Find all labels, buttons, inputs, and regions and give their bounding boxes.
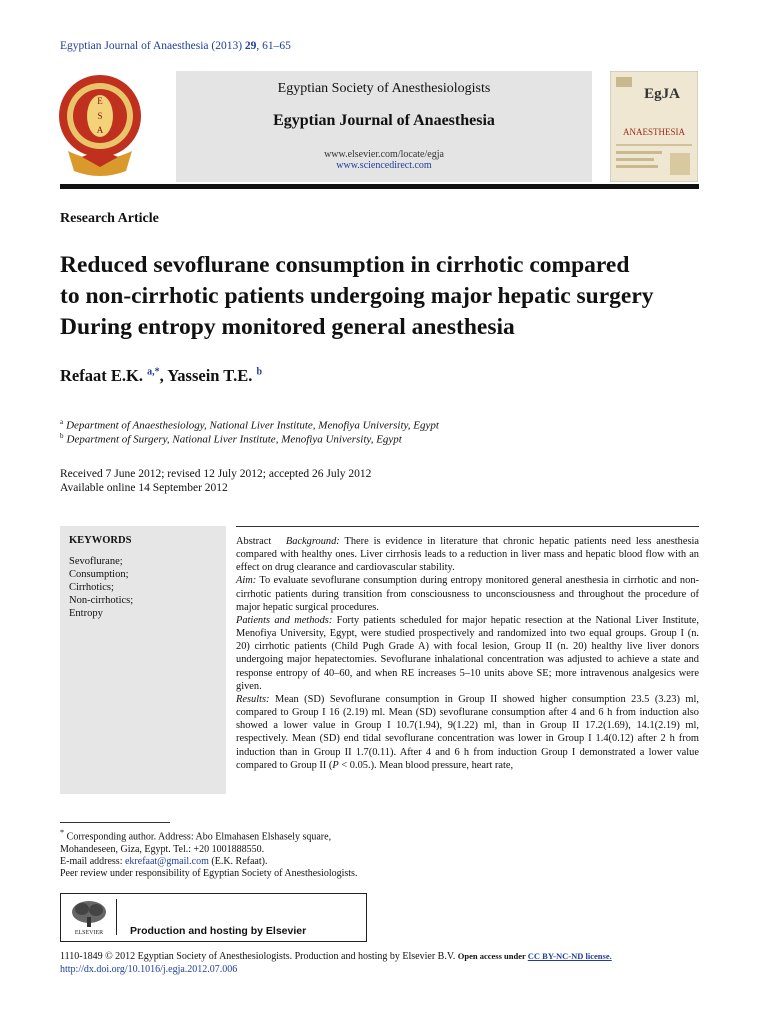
- keyword-item: Consumption;: [69, 569, 129, 580]
- corresponding-mark: *: [60, 828, 65, 837]
- title-line-2: to non-cirrhotic patients undergoing major hepatic surgery: [60, 283, 654, 309]
- title-line-3: During entropy monitored general anesthesia: [60, 314, 515, 340]
- footnote-rule: [60, 822, 170, 823]
- email-link[interactable]: ekrefaat@gmail.com: [124, 855, 209, 867]
- affiliation-b-text: Department of Surgery, National Liver Institute, Menofiya University, Egypt: [66, 433, 402, 446]
- keywords-list: [69, 555, 133, 620]
- author-2[interactable]: Yassein T.E.: [167, 366, 257, 385]
- email-line: [60, 856, 376, 868]
- journal-ref-prefix: Egyptian Journal of Anaesthesia (2013): [60, 40, 245, 52]
- author-1[interactable]: Refaat E.K.: [60, 366, 148, 385]
- background-label: Background:: [285, 536, 340, 547]
- open-access-text: Open access under: [457, 951, 528, 961]
- journal-reference[interactable]: [60, 40, 291, 52]
- elsevier-url-link[interactable]: www.elsevier.com/locate/egja: [324, 149, 444, 160]
- doi-link[interactable]: http://dx.doi.org/10.1016/j.egja.2012.07.006: [60, 964, 238, 975]
- logo-letter-s: S: [97, 111, 103, 121]
- elsevier-tree-icon: [68, 899, 110, 936]
- copyright-text: 1110-1849 © 2012 Egyptian Society of Anesthesiologists. Production and hosting by Elsevier B.V.: [60, 951, 458, 962]
- methods-text: Forty patients scheduled for major hepatic resection at the National Liver Institute, Menofiya University, Egypt, were studied prospectively and randomized into two equal groups. Group I (n. 20) cirrhotic patients (Child Pugh Grade A) with focal lesion, Group II (n. 20) healthy live liver donors undergoing major hepatectomies. Sevoflurane inhalational concentration was adjusted to achieve a state and response entropy of 40–60, and when RE increases 5–10 units above SE; more intravenous analgesics were given.: [236, 614, 699, 692]
- author-2-affiliation-mark[interactable]: b: [256, 366, 263, 378]
- cover-title: EgJA: [644, 86, 680, 102]
- footnote: [60, 827, 376, 881]
- elsevier-divider: [116, 899, 117, 935]
- article-title: [60, 250, 710, 343]
- journal-volume: 29: [244, 40, 257, 52]
- journal-pages: , 61–65: [256, 40, 291, 52]
- affiliation-a-text: Department of Anaesthesiology, National Liver Institute, Menofiya University, Egypt: [66, 419, 439, 432]
- keywords-heading: KEYWORDS: [69, 535, 132, 546]
- results-text: Mean (SD) Sevoflurane consumption in Group II showed higher consumption 23.5 (3.23) ml, compared to Group I 16 (2.19) ml. Mean (SD) sevoflurane consumption after 4 and 6 h from induction also showed a lower value in Group I 10.7(1.94), 9(1.22) ml, than in Group II 17.2(1.69), 14.1(2.19) ml, respectively. Mean (SD) end tidal sevoflurane concentration was lower in Group I 1.4(0.12) after 2 h from induction than in Group II 1.7(0.11). After 4 and 6 h from induction Group I demonstrated a lower value compared to Group II (: [236, 693, 699, 771]
- corresponding-text: Corresponding author. Address: Abo Elmahasen Elshasely square, Mohandeseen, Giza, Egypt. Tel.: +20 1001888550.: [60, 831, 332, 855]
- cover-subtitle: ANAESTHESIA: [623, 127, 685, 137]
- abstract-rule: [236, 526, 699, 527]
- results-p-symbol: P: [332, 759, 339, 771]
- aim-text: To evaluate sevoflurane consumption during entropy monitored general anesthesia in cirrhotic and non-cirrhotic patients during transition from consciousness to unconsciousness and throughout the procedure of major hepatic surgical procedures.: [236, 575, 699, 613]
- email-suffix: (E.K. Refaat).: [208, 855, 268, 867]
- journal-name: Egyptian Journal of Anaesthesia: [273, 112, 495, 129]
- aim-label: Aim:: [236, 575, 257, 587]
- corresponding-author-note: [60, 827, 376, 856]
- title-line-1: Reduced sevoflurane consumption in cirrhotic compared: [60, 252, 630, 278]
- journal-cover-image: [610, 71, 698, 182]
- elsevier-caption: Production and hosting by Elsevier: [130, 925, 307, 937]
- society-name: Egyptian Society of Anesthesiologists: [277, 81, 491, 96]
- logo-letter-a: A: [96, 125, 104, 135]
- header-rule: [60, 184, 699, 189]
- authors: [60, 366, 262, 386]
- abstract: [236, 535, 699, 772]
- elsevier-logo-text: ELSEVIER: [74, 930, 104, 936]
- author-1-affiliation-mark[interactable]: a,*: [147, 366, 160, 378]
- logo-letter-e: E: [97, 96, 103, 106]
- email-label: E-mail address:: [60, 855, 125, 867]
- background-text: There is evidence in literature that chronic hepatic patients need less anesthesia compared with healthy ones. Liver cirrhosis leads to a reduction in liver mass and hepatic blood flow with an effect on drug clearance and cardiovascular stability.: [236, 536, 699, 574]
- affiliation-b: [60, 432, 402, 446]
- sciencedirect-url-link[interactable]: www.sciencedirect.com: [336, 160, 432, 171]
- results-text-end: < 0.05.). Mean blood pressure, heart rate,: [338, 759, 514, 771]
- abstract-label: Abstract: [236, 536, 272, 547]
- received-dates: Received 7 June 2012; revised 12 July 2012; accepted 26 July 2012: [60, 468, 372, 480]
- article-type: Research Article: [60, 211, 159, 226]
- methods-label: Patients and methods:: [236, 614, 333, 626]
- license-link[interactable]: CC BY-NC-ND license.: [527, 951, 612, 961]
- affiliation-b-mark: b: [60, 432, 64, 440]
- keyword-item: Non-cirrhotics;: [69, 595, 134, 606]
- keyword-item: Cirrhotics;: [69, 582, 114, 593]
- author-separator: ,: [159, 366, 168, 385]
- copyright-line: [60, 951, 612, 962]
- keyword-item: Sevoflurane;: [69, 556, 123, 567]
- society-logo-icon: [54, 71, 146, 181]
- article-dates: [60, 467, 371, 495]
- online-date: Available online 14 September 2012: [60, 482, 228, 494]
- keyword-item: Entropy: [69, 608, 103, 619]
- peer-review-note: Peer review under responsibility of Egyptian Society of Anesthesiologists.: [60, 868, 358, 880]
- affiliation-a-mark: a: [60, 418, 64, 426]
- affiliation-a: [60, 418, 439, 432]
- results-label: Results:: [236, 693, 270, 705]
